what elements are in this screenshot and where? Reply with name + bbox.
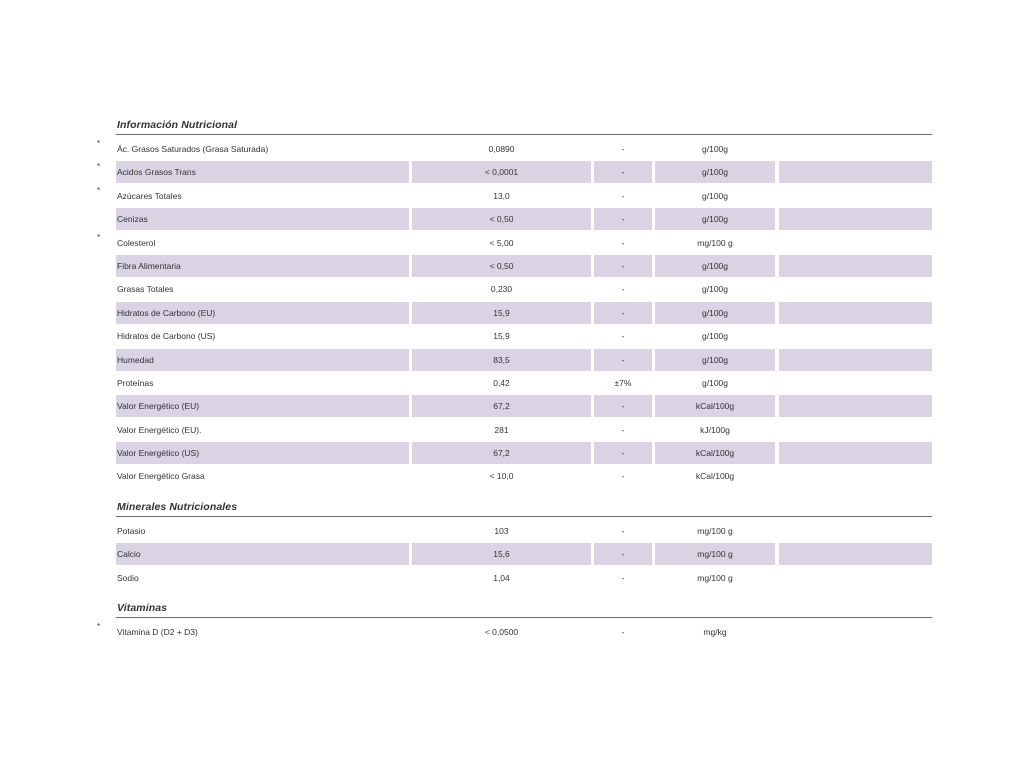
nutrient-uncertainty: - <box>621 471 625 482</box>
empty-cell <box>779 208 932 230</box>
table-row <box>96 137 932 160</box>
nutrient-name: Valor Energético (EU) <box>116 395 409 417</box>
table-row <box>96 184 932 207</box>
nutrient-uncertainty: - <box>621 144 625 154</box>
nutrient-value: 0,230 <box>490 284 513 295</box>
table-row <box>96 254 932 277</box>
empty-cell <box>779 138 932 160</box>
nutrient-uncertainty: - <box>594 255 652 277</box>
table-row <box>96 371 932 394</box>
nutrient-value: 67,2 <box>412 395 591 417</box>
nutrient-unit: kJ/100g <box>700 424 730 435</box>
empty-cell <box>779 543 932 565</box>
nutrient-uncertainty: - <box>621 424 625 435</box>
table-row <box>96 277 932 300</box>
nutrient-uncertainty: - <box>594 349 652 371</box>
empty-cell <box>779 442 932 464</box>
nutrient-unit: kCal/100g <box>655 442 775 464</box>
nutrient-unit: g/100g <box>702 331 728 342</box>
accreditation-marker: * <box>97 232 101 242</box>
empty-cell <box>779 255 932 277</box>
nutrient-unit: g/100g <box>702 284 728 295</box>
nutrient-uncertainty: - <box>594 442 652 464</box>
table-row <box>96 324 932 347</box>
nutrient-name: Grasas Totales <box>117 284 174 295</box>
nutrient-unit: mg/kg <box>703 627 727 637</box>
empty-cell <box>779 520 932 542</box>
accreditation-marker: * <box>97 185 101 195</box>
nutrient-table <box>96 620 932 643</box>
nutrient-unit: mg/100 g <box>655 543 775 565</box>
table-row <box>96 542 932 565</box>
nutrient-value: < 0,50 <box>412 208 591 230</box>
nutrient-uncertainty: ±7% <box>614 377 632 388</box>
empty-cell <box>779 302 932 324</box>
nutrient-unit: kCal/100g <box>695 471 735 482</box>
nutrient-value: 281 <box>494 424 509 435</box>
nutrient-value: 15,9 <box>493 331 510 342</box>
nutrient-uncertainty: - <box>621 190 625 201</box>
accreditation-marker: * <box>97 622 101 631</box>
nutrient-unit: g/100g <box>655 208 775 230</box>
nutrient-name: Valor Energético (US) <box>116 442 409 464</box>
nutrient-value: 103 <box>494 526 509 536</box>
empty-cell <box>779 232 932 254</box>
table-row <box>96 566 932 589</box>
nutrient-uncertainty: - <box>621 237 625 248</box>
section-minerales-nutricionales <box>96 498 932 589</box>
empty-cell <box>779 349 932 371</box>
section-title: Minerales Nutricionales <box>117 501 238 513</box>
nutrient-value: 67,2 <box>412 442 591 464</box>
nutrient-unit: mg/100 g <box>697 526 733 536</box>
nutrient-unit: mg/100 g <box>697 237 733 248</box>
empty-cell <box>779 278 932 300</box>
nutrient-unit: g/100g <box>702 190 728 201</box>
nutrient-value: 15,9 <box>412 302 591 324</box>
table-row <box>96 519 932 542</box>
nutrient-unit: g/100g <box>655 255 775 277</box>
nutrient-name: Calcio <box>116 543 409 565</box>
section-header <box>116 498 932 517</box>
nutrient-value: < 0,0001 <box>412 161 591 183</box>
nutrient-name: Vitamina D (D2 + D3) <box>117 627 198 637</box>
nutrient-unit: g/100g <box>655 349 775 371</box>
table-row <box>96 160 932 183</box>
nutrient-value: 83,5 <box>412 349 591 371</box>
section-vitaminas <box>96 599 932 643</box>
accreditation-marker: * <box>97 139 101 148</box>
section-header <box>116 116 932 135</box>
nutrient-value: < 10,0 <box>489 471 514 482</box>
nutrient-name: Colesterol <box>117 237 156 248</box>
nutrient-uncertainty: - <box>594 395 652 417</box>
nutrient-name: Humedad <box>116 349 409 371</box>
empty-cell <box>779 325 932 347</box>
table-row <box>96 348 932 371</box>
nutrient-unit: g/100g <box>702 144 728 154</box>
nutrient-name: Potasio <box>117 526 146 536</box>
nutrient-name: Hidratos de Carbono (EU) <box>116 302 409 324</box>
table-row <box>96 231 932 254</box>
nutrient-unit: kCal/100g <box>655 395 775 417</box>
nutrient-uncertainty: - <box>621 526 625 536</box>
nutrient-uncertainty: - <box>594 208 652 230</box>
table-row <box>96 620 932 643</box>
empty-cell <box>779 185 932 207</box>
nutrient-value: < 5,00 <box>489 237 514 248</box>
nutrient-unit: mg/100 g <box>697 572 733 583</box>
nutrient-value: < 0,0500 <box>484 627 519 637</box>
nutrient-value: 13,0 <box>493 190 510 201</box>
nutrient-unit: g/100g <box>655 161 775 183</box>
nutrient-uncertainty: - <box>594 302 652 324</box>
table-row <box>96 301 932 324</box>
section-title: Vitaminas <box>117 602 168 614</box>
nutrient-uncertainty: - <box>594 543 652 565</box>
nutrient-name: Fibra Alimentaria <box>116 255 409 277</box>
table-row <box>96 394 932 417</box>
empty-cell <box>779 419 932 441</box>
table-row <box>96 207 932 230</box>
table-row <box>96 464 932 487</box>
table-row <box>96 418 932 441</box>
nutrient-name: Azúcares Totales <box>117 190 182 201</box>
section-header <box>116 599 932 618</box>
nutrient-uncertainty: - <box>621 572 625 583</box>
nutrient-value: < 0,50 <box>412 255 591 277</box>
nutrient-name: Ác. Grasos Saturados (Grasa Saturada) <box>117 144 269 154</box>
empty-cell <box>779 621 932 643</box>
nutrient-name: Valor Energético (EU). <box>117 424 202 435</box>
nutrient-name: Valor Energético Grasa <box>117 471 205 482</box>
empty-cell <box>779 372 932 394</box>
empty-cell <box>779 567 932 589</box>
nutrient-uncertainty: - <box>594 161 652 183</box>
nutrient-unit: g/100g <box>655 302 775 324</box>
nutrient-uncertainty: - <box>621 331 625 342</box>
nutrient-name: Acidos Grasos Trans <box>116 161 409 183</box>
section-informacion-nutricional <box>96 116 932 488</box>
nutrient-value: 0,42 <box>493 377 510 388</box>
nutrient-table <box>96 519 932 589</box>
nutrient-value: 0,0890 <box>488 144 515 154</box>
nutrient-uncertainty: - <box>621 627 625 637</box>
nutrient-value: 15,6 <box>412 543 591 565</box>
nutrient-unit: g/100g <box>702 377 728 388</box>
nutrient-name: Cenizas <box>116 208 409 230</box>
accreditation-marker: * <box>97 162 101 172</box>
empty-cell <box>779 161 932 183</box>
table-row <box>96 441 932 464</box>
section-title: Información Nutricional <box>117 119 238 131</box>
nutrient-value: 1,04 <box>493 572 510 583</box>
nutrient-table <box>96 137 932 488</box>
empty-cell <box>779 395 932 417</box>
nutrient-name: Proteínas <box>117 377 154 388</box>
nutrient-name: Sodio <box>117 572 139 583</box>
nutrient-name: Hidratos de Carbono (US) <box>117 331 216 342</box>
empty-cell <box>779 465 932 487</box>
nutrient-uncertainty: - <box>621 284 625 295</box>
